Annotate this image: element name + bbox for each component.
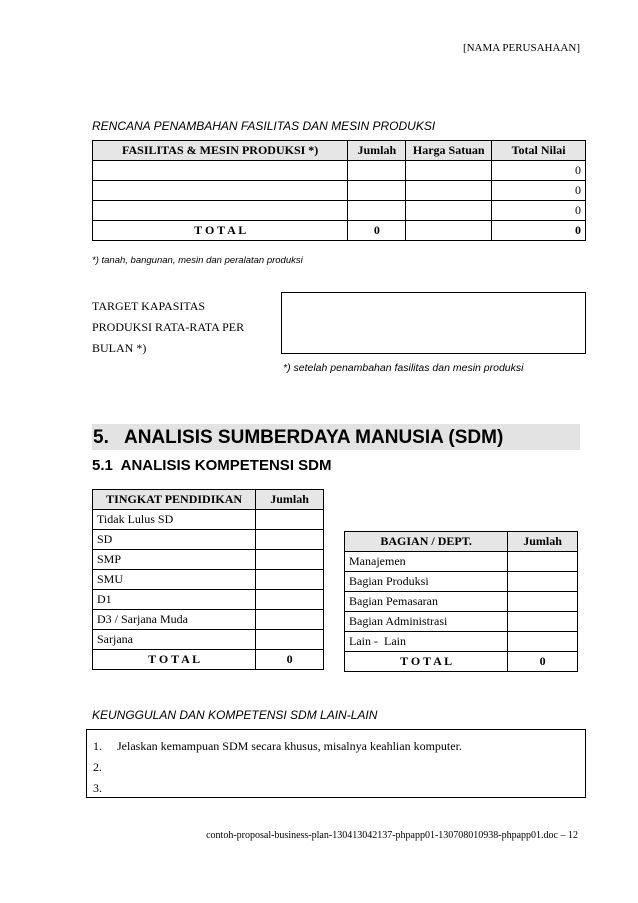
table-row [93, 610, 324, 630]
capacity-input[interactable] [281, 292, 586, 354]
total-value: 0 [256, 650, 324, 670]
qty-cell[interactable] [508, 592, 578, 612]
table-row [93, 510, 324, 530]
capacity-label-line: PRODUKSI RATA-RATA PER [92, 320, 245, 334]
department-name: Bagian Administrasi [345, 612, 508, 632]
table-row [345, 572, 578, 592]
department-table [344, 531, 578, 672]
capacity-label-line: BULAN *) [92, 341, 147, 355]
qty-cell[interactable] [256, 510, 324, 530]
qty-cell[interactable] [348, 201, 406, 221]
table-row [93, 590, 324, 610]
qty-cell[interactable] [508, 552, 578, 572]
item-number: 3. [93, 781, 102, 795]
department-header-row [345, 532, 578, 552]
table-row [93, 630, 324, 650]
company-name: [NAMA PERUSAHAAN] [462, 42, 580, 54]
education-level: SMU [93, 570, 256, 590]
col-total: Total Nilai [492, 141, 586, 161]
facilities-table [92, 140, 586, 241]
total-cell: 0 [492, 161, 586, 181]
total-label: T O T A L [93, 650, 256, 670]
table-row [93, 201, 586, 221]
facility-cell[interactable] [93, 201, 348, 221]
education-level: Tidak Lulus SD [93, 510, 256, 530]
capacity-note: *) setelah penambahan fasilitas dan mesin produksi [283, 362, 524, 374]
education-level: Sarjana [93, 630, 256, 650]
qty-cell[interactable] [256, 550, 324, 570]
col-qty: Jumlah [256, 490, 324, 510]
facility-cell[interactable] [93, 161, 348, 181]
total-label: T O T A L [345, 652, 508, 672]
department-total-row [345, 652, 578, 672]
qty-cell[interactable] [256, 570, 324, 590]
table-row [93, 530, 324, 550]
table-row [345, 612, 578, 632]
item-number: 1. [93, 739, 102, 753]
price-cell[interactable] [406, 181, 492, 201]
facilities-header-row [93, 141, 586, 161]
facilities-title: RENCANA PENAMBAHAN FASILITAS DAN MESIN PRODUKSI [92, 119, 436, 133]
facilities-total-row [93, 221, 586, 241]
department-name: Bagian Produksi [345, 572, 508, 592]
table-row [93, 570, 324, 590]
education-table [92, 489, 324, 670]
qty-cell[interactable] [508, 572, 578, 592]
education-header-row [93, 490, 324, 510]
total-qty: 0 [348, 221, 406, 241]
department-name: Manajemen [345, 552, 508, 572]
total-value: 0 [492, 221, 586, 241]
capacity-label [92, 296, 244, 359]
qty-cell[interactable] [348, 181, 406, 201]
list-item [93, 757, 585, 778]
section-heading: 5. ANALISIS SUMBERDAYA MANUSIA (SDM) [92, 424, 580, 450]
advantages-title: KEUNGGULAN DAN KOMPETENSI SDM LAIN-LAIN [92, 708, 378, 722]
table-row [345, 632, 578, 652]
total-cell: 0 [492, 201, 586, 221]
qty-cell[interactable] [256, 590, 324, 610]
facilities-footnote: *) tanah, bangunan, mesin dan peralatan produksi [92, 255, 303, 266]
qty-cell[interactable] [508, 612, 578, 632]
facility-cell[interactable] [93, 181, 348, 201]
item-text: Jelaskan kemampuan SDM secara khusus, misalnya keahlian komputer. [117, 739, 462, 753]
capacity-label-line: TARGET KAPASITAS [92, 299, 206, 313]
col-department: BAGIAN / DEPT. [345, 532, 508, 552]
qty-cell[interactable] [256, 530, 324, 550]
col-price: Harga Satuan [406, 141, 492, 161]
sub-heading: 5.1 ANALISIS KOMPETENSI SDM [92, 457, 332, 474]
table-row [93, 181, 586, 201]
qty-cell[interactable] [508, 632, 578, 652]
education-level: SMP [93, 550, 256, 570]
department-name: Bagian Pemasaran [345, 592, 508, 612]
total-value: 0 [508, 652, 578, 672]
department-name: Lain - Lain [345, 632, 508, 652]
qty-cell[interactable] [256, 630, 324, 650]
qty-cell[interactable] [256, 610, 324, 630]
col-qty: Jumlah [348, 141, 406, 161]
table-row [345, 592, 578, 612]
table-row [345, 552, 578, 572]
total-cell: 0 [492, 181, 586, 201]
list-item [93, 736, 585, 757]
advantages-box[interactable] [86, 729, 586, 798]
price-cell[interactable] [406, 161, 492, 181]
education-total-row [93, 650, 324, 670]
qty-cell[interactable] [348, 161, 406, 181]
total-price-empty [406, 221, 492, 241]
page-footer: contoh-proposal-business-plan-130413042137-phpapp01-130708010938-phpapp01.doc – 12 [206, 830, 578, 841]
list-item [93, 778, 585, 799]
col-education: TINGKAT PENDIDIKAN [93, 490, 256, 510]
item-number: 2. [93, 760, 102, 774]
education-level: D1 [93, 590, 256, 610]
total-label: T O T A L [93, 221, 348, 241]
col-facility: FASILITAS & MESIN PRODUKSI *) [93, 141, 348, 161]
table-row [93, 161, 586, 181]
price-cell[interactable] [406, 201, 492, 221]
col-qty: Jumlah [508, 532, 578, 552]
education-level: SD [93, 530, 256, 550]
table-row [93, 550, 324, 570]
education-level: D3 / Sarjana Muda [93, 610, 256, 630]
